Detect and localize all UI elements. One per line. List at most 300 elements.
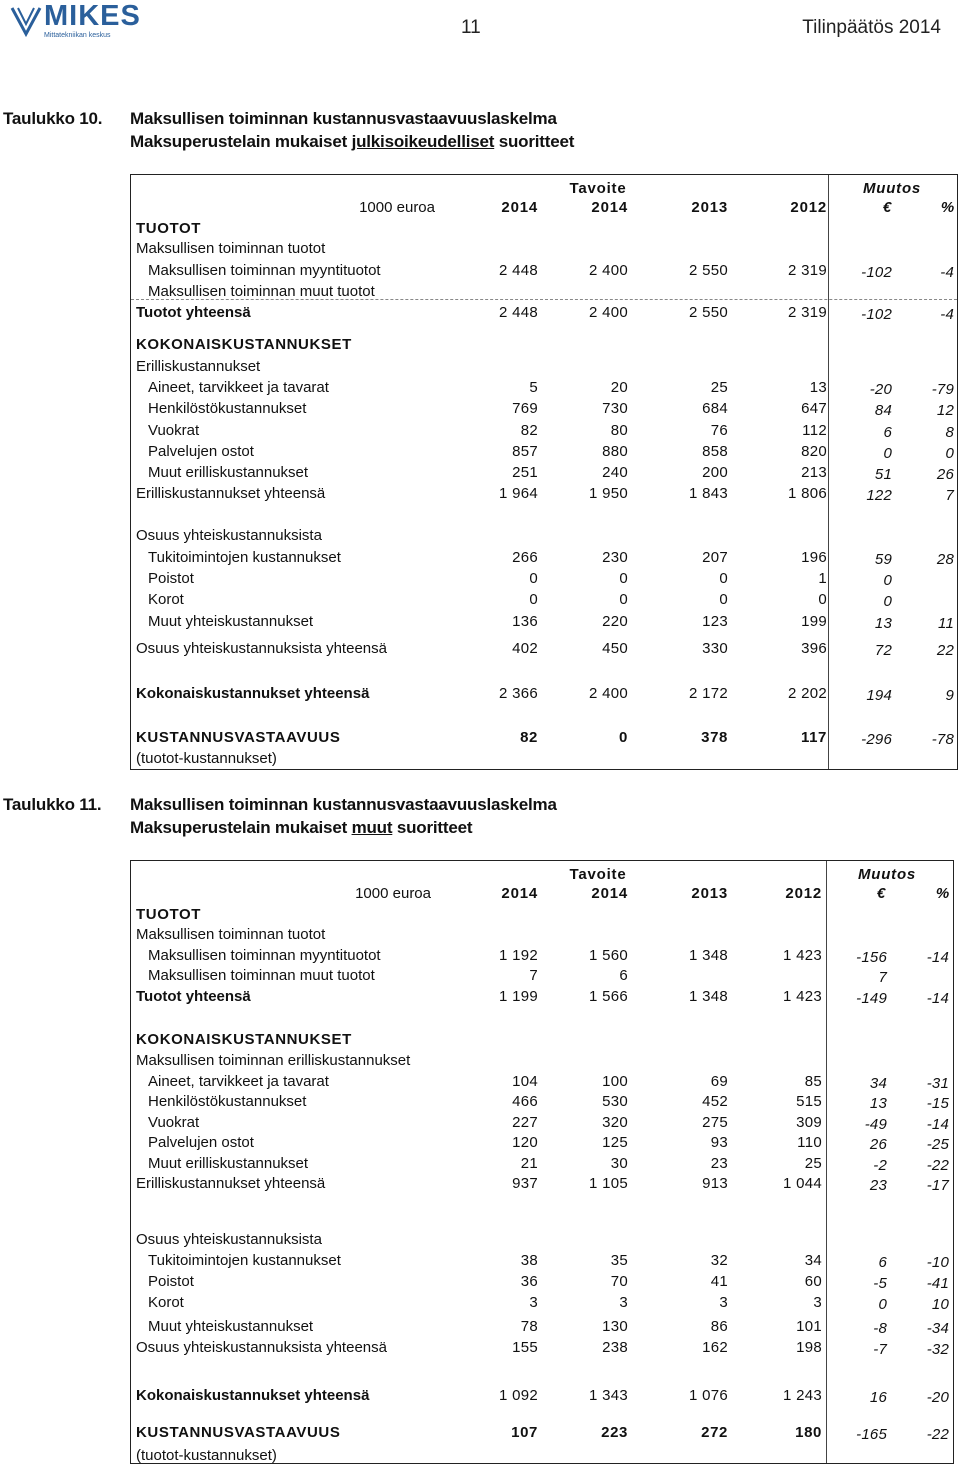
row-change-euro: -8 <box>873 1320 887 1337</box>
row-value: 2 448 <box>498 304 538 321</box>
header-year-2014: 2014 <box>501 885 538 902</box>
row-label: Henkilöstökustannukset <box>148 1093 307 1110</box>
table-10-title-line1: Maksullisen toiminnan kustannusvastaavuuslaskelma <box>130 109 557 128</box>
row-value: 25 <box>710 379 728 396</box>
row-change-percent: 7 <box>945 487 954 504</box>
row-value: 86 <box>710 1318 728 1335</box>
row-value: 76 <box>710 422 728 439</box>
row-value: 1 964 <box>498 485 538 502</box>
row-change-percent: -17 <box>926 1177 949 1194</box>
header-percent: % <box>940 199 955 216</box>
row-value: 0 <box>719 591 728 608</box>
table-row <box>131 462 957 483</box>
header-euro: € <box>882 199 892 216</box>
table-row <box>131 1091 953 1112</box>
row-value: 320 <box>602 1114 628 1131</box>
row-value: 730 <box>602 400 628 417</box>
row-value: 7 <box>529 967 538 984</box>
table-row <box>131 683 957 704</box>
row-change-euro: 16 <box>869 1389 887 1406</box>
row-change-euro: 13 <box>874 615 892 632</box>
row-value: 60 <box>804 1273 822 1290</box>
row-change-euro: 72 <box>874 642 892 659</box>
row-value: 123 <box>702 613 728 630</box>
table-10 <box>130 174 958 770</box>
table-11-caption <box>0 793 960 843</box>
mikes-logo-icon <box>10 4 42 38</box>
row-label: Muut erilliskustannukset <box>148 1155 309 1172</box>
table-row <box>131 260 957 281</box>
row-change-euro: 0 <box>883 572 892 589</box>
table-11-title-line2 <box>130 816 472 839</box>
row-label: Muut yhteiskustannukset <box>148 1318 314 1335</box>
row-value: 1 348 <box>688 988 728 1005</box>
row-change-euro: -5 <box>873 1275 887 1292</box>
row-label: Muut erilliskustannukset <box>148 464 309 481</box>
row-change-euro: -149 <box>856 990 887 1007</box>
row-label: Osuus yhteiskustannuksista <box>136 1231 322 1248</box>
row-label: KOKONAISKUSTANNUKSET <box>136 336 352 353</box>
row-change-euro: -102 <box>861 306 892 323</box>
row-value: 120 <box>512 1134 538 1151</box>
header-year-2013: 2013 <box>691 199 728 216</box>
header-tavoite: Tavoite <box>569 866 627 883</box>
row-value: 6 <box>619 967 628 984</box>
row-value: 38 <box>520 1252 538 1269</box>
row-label: Erilliskustannukset yhteensä <box>136 1175 326 1192</box>
row-value: 207 <box>702 549 728 566</box>
row-value: 93 <box>710 1134 728 1151</box>
header-row-1 <box>131 178 957 199</box>
title-line2-prefix: Maksuperustelain mukaiset <box>130 818 352 837</box>
row-separator <box>131 299 957 300</box>
row-change-euro: 59 <box>874 551 892 568</box>
row-value: 452 <box>702 1093 728 1110</box>
row-value: 1 423 <box>782 947 822 964</box>
row-value: 2 550 <box>688 262 728 279</box>
table-10-title-line2 <box>130 130 574 153</box>
row-change-euro: 122 <box>866 487 892 504</box>
header-year-2013: 2013 <box>691 885 728 902</box>
row-change-percent: 8 <box>945 424 954 441</box>
header-tavoite-2014: 2014 <box>591 199 628 216</box>
row-value: 0 <box>529 570 538 587</box>
header-row-2 <box>131 197 957 218</box>
row-value: 13 <box>809 379 827 396</box>
table-row <box>131 727 957 748</box>
table-row <box>131 547 957 568</box>
row-change-percent: -4 <box>940 264 954 281</box>
row-change-percent: -14 <box>926 990 949 1007</box>
row-label: Tuotot yhteensä <box>136 988 251 1005</box>
row-value: 769 <box>512 400 538 417</box>
row-change-percent: 11 <box>938 615 954 632</box>
table-row <box>131 568 957 589</box>
row-value: 200 <box>702 464 728 481</box>
row-label: Henkilöstökustannukset <box>148 400 307 417</box>
row-value: 0 <box>818 591 827 608</box>
row-value: 130 <box>602 1318 628 1335</box>
row-change-percent: 10 <box>931 1296 949 1313</box>
row-change-euro: -102 <box>861 264 892 281</box>
row-change-euro: 84 <box>874 402 892 419</box>
row-value: 82 <box>520 422 538 439</box>
row-label: Maksullisen toiminnan muut tuotot <box>148 967 375 984</box>
table-row <box>131 420 957 441</box>
row-change-euro: 6 <box>878 1254 887 1271</box>
page-number: 11 <box>461 17 481 38</box>
row-label: Aineet, tarvikkeet ja tavarat <box>148 1073 329 1090</box>
row-value: 2 202 <box>787 685 827 702</box>
row-value: 34 <box>804 1252 822 1269</box>
row-change-euro: 0 <box>883 445 892 462</box>
row-change-percent: 9 <box>945 687 954 704</box>
row-change-percent: 12 <box>936 402 954 419</box>
row-value: 1 806 <box>787 485 827 502</box>
row-value: 0 <box>529 591 538 608</box>
row-value: 1 199 <box>498 988 538 1005</box>
row-label: Palvelujen ostot <box>148 1134 254 1151</box>
table-row <box>131 924 953 945</box>
row-change-euro: -20 <box>869 381 892 398</box>
logo-subtitle: Mittatekniikan keskus <box>44 32 111 39</box>
header-unit: 1000 euroa <box>359 199 435 216</box>
row-value: 378 <box>701 729 728 746</box>
row-value: 1 348 <box>688 947 728 964</box>
row-value: 1 <box>818 570 827 587</box>
row-value: 0 <box>719 570 728 587</box>
title-line2-prefix: Maksuperustelain mukaiset <box>130 132 352 151</box>
header-year-2012: 2012 <box>790 199 827 216</box>
row-label: Osuus yhteiskustannuksista yhteensä <box>136 1339 387 1356</box>
table-11 <box>130 860 954 1464</box>
row-value: 104 <box>512 1073 538 1090</box>
table-10-caption <box>0 107 960 157</box>
row-value: 78 <box>520 1318 538 1335</box>
row-value: 0 <box>619 591 628 608</box>
table-row <box>131 1271 953 1292</box>
row-change-percent: -14 <box>926 1116 949 1133</box>
table-row <box>131 904 953 925</box>
table-row <box>131 1229 953 1250</box>
row-value: 937 <box>512 1175 538 1192</box>
row-value: 23 <box>710 1155 728 1172</box>
row-change-euro: 23 <box>869 1177 887 1194</box>
row-label: TUOTOT <box>136 906 201 923</box>
row-label: Aineet, tarvikkeet ja tavarat <box>148 379 329 396</box>
row-value: 1 243 <box>782 1387 822 1404</box>
row-value: 309 <box>796 1114 822 1131</box>
title-line2-underlined: julkisoikeudelliset <box>351 132 495 151</box>
row-change-percent: 22 <box>936 642 954 659</box>
row-change-euro: -2 <box>873 1157 887 1174</box>
row-value: 275 <box>702 1114 728 1131</box>
row-label: TUOTOT <box>136 220 201 237</box>
table-row <box>131 398 957 419</box>
row-value: 101 <box>796 1318 822 1335</box>
row-value: 20 <box>610 379 628 396</box>
row-value: 21 <box>520 1155 538 1172</box>
row-value: 1 092 <box>498 1387 538 1404</box>
table-row <box>131 1422 953 1443</box>
row-value: 41 <box>710 1273 728 1290</box>
row-value: 35 <box>610 1252 628 1269</box>
header-row-1 <box>131 864 953 885</box>
table-row <box>131 611 957 632</box>
mikes-logo <box>10 0 141 40</box>
row-label: (tuotot-kustannukset) <box>136 1447 277 1464</box>
row-value: 155 <box>512 1339 538 1356</box>
row-value: 82 <box>520 729 538 746</box>
row-value: 647 <box>801 400 827 417</box>
row-value: 70 <box>610 1273 628 1290</box>
row-label: Muut yhteiskustannukset <box>148 613 314 630</box>
row-value: 330 <box>702 640 728 657</box>
table-row <box>131 965 953 986</box>
row-value: 272 <box>701 1424 728 1441</box>
table-row <box>131 986 953 1007</box>
row-value: 396 <box>801 640 827 657</box>
row-change-euro: 34 <box>869 1075 887 1092</box>
table-row <box>131 441 957 462</box>
row-value: 2 319 <box>787 262 827 279</box>
row-label: Tukitoimintojen kustannukset <box>148 1252 341 1269</box>
row-value: 100 <box>602 1073 628 1090</box>
row-label: Tuotot yhteensä <box>136 304 251 321</box>
table-row <box>131 356 957 377</box>
row-value: 450 <box>602 640 628 657</box>
row-change-percent: -4 <box>940 306 954 323</box>
row-value: 3 <box>813 1294 822 1311</box>
title-line2-suffix: suoritteet <box>392 818 473 837</box>
table-row <box>131 1385 953 1406</box>
row-value: 220 <box>602 613 628 630</box>
table-row <box>131 1337 953 1358</box>
row-value: 1 950 <box>588 485 628 502</box>
row-value: 1 192 <box>498 947 538 964</box>
row-value: 266 <box>512 549 538 566</box>
table-row <box>131 334 957 355</box>
row-value: 230 <box>602 549 628 566</box>
title-line2-suffix: suoritteet <box>494 132 575 151</box>
row-value: 2 400 <box>588 262 628 279</box>
header-muutos: Muutos <box>862 180 922 197</box>
row-value: 223 <box>601 1424 628 1441</box>
row-change-euro: 26 <box>869 1136 887 1153</box>
table-row <box>131 1250 953 1271</box>
row-value: 112 <box>802 422 827 439</box>
row-change-euro: -165 <box>856 1426 887 1443</box>
row-change-percent: -32 <box>926 1341 949 1358</box>
row-change-euro: -156 <box>856 949 887 966</box>
row-value: 1 105 <box>588 1175 628 1192</box>
row-value: 3 <box>619 1294 628 1311</box>
row-change-euro: -7 <box>873 1341 887 1358</box>
row-value: 85 <box>804 1073 822 1090</box>
header-year-2012: 2012 <box>785 885 822 902</box>
row-label: Erilliskustannukset <box>136 358 261 375</box>
row-value: 1 044 <box>782 1175 822 1192</box>
header-percent: % <box>935 885 950 902</box>
row-change-euro: 0 <box>878 1296 887 1313</box>
table-row <box>131 238 957 259</box>
row-value: 162 <box>702 1339 728 1356</box>
header-muutos: Muutos <box>857 866 917 883</box>
row-value: 2 366 <box>498 685 538 702</box>
page-header <box>0 0 960 60</box>
row-value: 199 <box>801 613 827 630</box>
row-change-percent: -22 <box>926 1157 949 1174</box>
header-tavoite: Tavoite <box>569 180 627 197</box>
row-value: 1 423 <box>782 988 822 1005</box>
row-value: 3 <box>529 1294 538 1311</box>
table-11-title-line1: Maksullisen toiminnan kustannusvastaavuuslaskelma <box>130 795 557 814</box>
row-change-percent: -25 <box>926 1136 949 1153</box>
row-value: 110 <box>797 1134 822 1151</box>
row-value: 858 <box>702 443 728 460</box>
row-label: Poistot <box>148 1273 194 1290</box>
row-value: 2 319 <box>787 304 827 321</box>
table-row <box>131 1132 953 1153</box>
row-value: 515 <box>796 1093 822 1110</box>
row-change-percent: 0 <box>945 445 954 462</box>
row-value: 1 566 <box>588 988 628 1005</box>
row-change-percent: 28 <box>936 551 954 568</box>
table-row <box>131 1112 953 1133</box>
row-value: 2 400 <box>588 685 628 702</box>
row-value: 684 <box>702 400 728 417</box>
row-label: Maksullisen toiminnan tuotot <box>136 240 326 257</box>
row-value: 251 <box>512 464 538 481</box>
row-value: 36 <box>520 1273 538 1290</box>
row-change-percent: -14 <box>926 949 949 966</box>
table-row <box>131 1173 953 1194</box>
row-label: Maksullisen toiminnan myyntituotot <box>148 262 381 279</box>
row-label: Kokonaiskustannukset yhteensä <box>136 685 370 702</box>
row-value: 196 <box>801 549 827 566</box>
table-row <box>131 302 957 323</box>
row-change-percent: -41 <box>926 1275 949 1292</box>
row-value: 530 <box>602 1093 628 1110</box>
row-change-percent: -31 <box>926 1075 949 1092</box>
row-value: 227 <box>512 1114 538 1131</box>
table-row <box>131 748 957 769</box>
row-value: 1 560 <box>588 947 628 964</box>
row-label: Maksullisen toiminnan tuotot <box>136 926 326 943</box>
row-value: 1 343 <box>588 1387 628 1404</box>
row-change-euro: 0 <box>883 593 892 610</box>
row-change-euro: -296 <box>861 731 892 748</box>
row-label: Korot <box>148 1294 184 1311</box>
row-value: 857 <box>512 443 538 460</box>
table-11-label: Taulukko 11. <box>3 795 102 814</box>
row-change-euro: 6 <box>883 424 892 441</box>
row-value: 2 172 <box>688 685 728 702</box>
row-value: 2 448 <box>498 262 538 279</box>
table-row <box>131 1153 953 1174</box>
row-value: 213 <box>801 464 827 481</box>
header-row-2 <box>131 883 953 904</box>
header-tavoite-2014: 2014 <box>591 885 628 902</box>
row-label: Maksullisen toiminnan erilliskustannukset <box>136 1052 411 1069</box>
row-value: 3 <box>719 1294 728 1311</box>
row-value: 117 <box>801 729 827 746</box>
row-label: Vuokrat <box>148 1114 200 1131</box>
row-change-percent: -79 <box>931 381 954 398</box>
row-label: Tukitoimintojen kustannukset <box>148 549 341 566</box>
header-euro: € <box>876 885 886 902</box>
row-label: Palvelujen ostot <box>148 443 254 460</box>
row-value: 1 843 <box>688 485 728 502</box>
table-row <box>131 1050 953 1071</box>
row-value: 402 <box>512 640 538 657</box>
row-value: 820 <box>801 443 827 460</box>
row-label: Maksullisen toiminnan muut tuotot <box>148 283 375 300</box>
row-change-euro: 194 <box>866 687 892 704</box>
row-value: 107 <box>511 1424 538 1441</box>
row-value: 25 <box>804 1155 822 1172</box>
table-row <box>131 1029 953 1050</box>
row-value: 913 <box>702 1175 728 1192</box>
table-row <box>131 218 957 239</box>
row-value: 136 <box>512 613 538 630</box>
row-change-percent: -20 <box>926 1389 949 1406</box>
row-value: 2 550 <box>688 304 728 321</box>
row-label: Erilliskustannukset yhteensä <box>136 485 326 502</box>
row-value: 30 <box>610 1155 628 1172</box>
row-change-percent: -15 <box>926 1095 949 1112</box>
row-value: 80 <box>610 422 628 439</box>
row-label: KUSTANNUSVASTAAVUUS <box>136 1424 341 1441</box>
row-label: Kokonaiskustannukset yhteensä <box>136 1387 370 1404</box>
table-row <box>131 1316 953 1337</box>
row-change-euro: -49 <box>864 1116 887 1133</box>
row-value: 0 <box>619 570 628 587</box>
row-change-euro: 51 <box>874 466 892 483</box>
row-label: Korot <box>148 591 184 608</box>
row-label: KUSTANNUSVASTAAVUUS <box>136 729 341 746</box>
row-label: Osuus yhteiskustannuksista <box>136 527 322 544</box>
table-row <box>131 638 957 659</box>
row-value: 180 <box>795 1424 822 1441</box>
row-label: Osuus yhteiskustannuksista yhteensä <box>136 640 387 657</box>
row-label: Poistot <box>148 570 194 587</box>
table-10-label: Taulukko 10. <box>3 109 103 128</box>
row-change-percent: -34 <box>926 1320 949 1337</box>
document-title: Tilinpäätös 2014 <box>802 17 941 38</box>
row-value: 69 <box>710 1073 728 1090</box>
row-change-euro: 13 <box>869 1095 887 1112</box>
row-value: 880 <box>602 443 628 460</box>
row-value: 466 <box>512 1093 538 1110</box>
row-change-percent: -78 <box>931 731 954 748</box>
row-value: 125 <box>602 1134 628 1151</box>
row-value: 5 <box>529 379 538 396</box>
table-row <box>131 1292 953 1313</box>
row-value: 0 <box>619 729 628 746</box>
row-change-euro: 7 <box>878 969 887 986</box>
table-row <box>131 1071 953 1092</box>
table-row <box>131 1445 953 1466</box>
header-year-2014: 2014 <box>501 199 538 216</box>
row-label: Vuokrat <box>148 422 200 439</box>
row-label: KOKONAISKUSTANNUKSET <box>136 1031 352 1048</box>
row-value: 32 <box>710 1252 728 1269</box>
row-value: 238 <box>602 1339 628 1356</box>
row-change-percent: -10 <box>926 1254 949 1271</box>
title-line2-underlined: muut <box>351 818 393 837</box>
table-row <box>131 483 957 504</box>
